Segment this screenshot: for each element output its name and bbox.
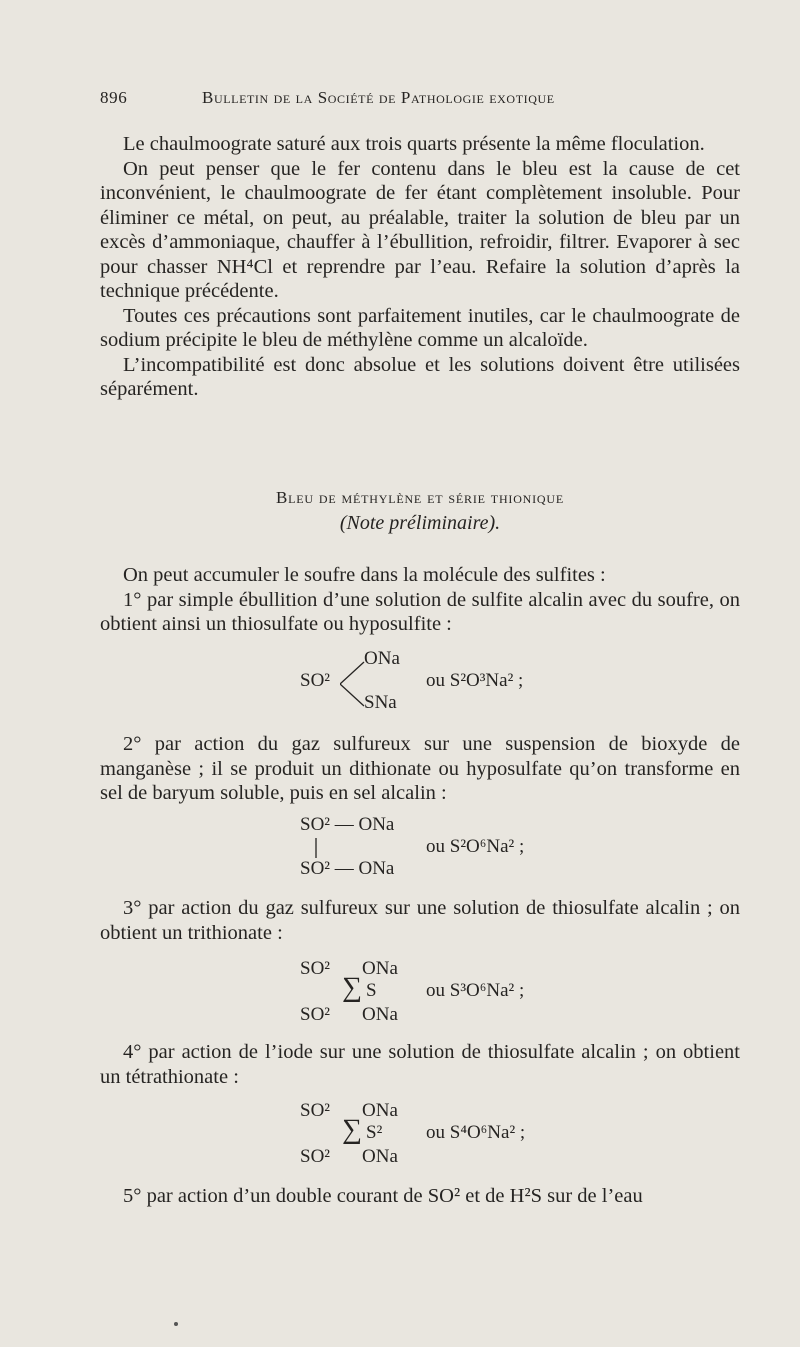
- formula-group: SO² — ONa: [300, 814, 395, 835]
- formula-group: SO²: [300, 670, 330, 691]
- section-subtitle: (Note préliminaire).: [339, 512, 501, 534]
- print-dot-mark: [174, 1322, 178, 1326]
- formula-tetrathionate: [300, 1100, 600, 1170]
- running-title: Bulletin de la Société de Pathologie exotique: [202, 88, 555, 107]
- formula-dithionate: [300, 814, 600, 880]
- paragraph: On peut accumuler le soufre dans la molécule des sulfites :: [123, 564, 606, 586]
- formula-group: SNa: [364, 692, 397, 713]
- formula-trithionate: [300, 958, 600, 1028]
- paragraph: 2° par action du gaz sulfureux sur une suspension de bioxyde de manganèse ; il se produit un dithionate ou hyposulfate qu’on transforme en sel de baryum soluble, puis en sel alcalin :: [100, 733, 740, 804]
- section-title: Bleu de méthylène et série thionique: [275, 488, 564, 507]
- intro-block: [100, 563, 740, 637]
- formula-alt: ou S⁴O⁶Na² ;: [426, 1122, 526, 1143]
- running-header: [100, 88, 740, 114]
- paragraph: 5° par action d’un double courant de SO² et de H²S sur de l’eau: [123, 1185, 643, 1207]
- page-number: 896: [100, 88, 128, 107]
- formula-thiosulfate: [300, 646, 600, 716]
- formula-group: SO² — ONa: [300, 858, 395, 879]
- sigma-bridge-icon: ∑: [342, 972, 362, 1003]
- sigma-bridge-icon: ∑: [342, 1114, 362, 1145]
- formula-alt: ou S²O⁶Na² ;: [426, 836, 525, 857]
- item4-block: [100, 1040, 740, 1089]
- paragraph: 3° par action du gaz sulfureux sur une solution de thiosulfate alcalin ; on obtient un trithionate :: [100, 897, 740, 944]
- paragraph: 1° par simple ébullition d’une solution de sulfite alcalin avec du soufre, on obtient ainsi un thiosulfate ou hyposulfite :: [100, 588, 740, 635]
- bond-lines: [340, 660, 366, 708]
- paragraph: Toutes ces précautions sont parfaitement inutiles, car le chaulmoograte de sodium précipite le bleu de méthylène comme un alcaloïde.: [100, 304, 740, 351]
- formula-group: SO²: [300, 1146, 330, 1167]
- formula-alt: ou S²O³Na² ;: [426, 670, 524, 691]
- item5-block: [100, 1184, 740, 1209]
- formula-group: ONa: [362, 1004, 398, 1025]
- formula-group: ONa: [362, 1146, 398, 1167]
- formula-group: ONa: [364, 648, 400, 669]
- formula-alt: ou S³O⁶Na² ;: [426, 980, 525, 1001]
- formula-group: S²: [366, 1122, 383, 1143]
- item3-block: [100, 896, 740, 945]
- bond-line: [314, 838, 318, 860]
- paragraph: On peut penser que le fer contenu dans le bleu est la cause de cet inconvénient, le chaulmoograte de fer étant complètement insoluble. Pour éliminer ce métal, on peut, au préalable, traiter la solution de bleu par un excès d’ammoniaque, chauffer à l’ébullition, refroidir, filtrer. Evaporer à sec pour chasser NH⁴Cl et reprendre par l’eau. Refaire la solution d’après la technique précédente.: [100, 157, 740, 302]
- formula-group: ONa: [362, 1100, 398, 1121]
- paragraph: 4° par action de l’iode sur une solution de thiosulfate alcalin ; on obtient un tétrathionate :: [100, 1041, 740, 1088]
- formula-group: SO²: [300, 958, 330, 979]
- formula-group: SO²: [300, 1100, 330, 1121]
- item2-block: [100, 732, 740, 806]
- paragraph: Le chaulmoograte saturé aux trois quarts présente la même floculation.: [123, 133, 705, 155]
- top-paragraphs: [100, 132, 740, 402]
- section-heading: [100, 488, 740, 535]
- paragraph: L’incompatibilité est donc absolue et les solutions doivent être utilisées séparément.: [100, 353, 740, 400]
- formula-group: SO²: [300, 1004, 330, 1025]
- formula-group: ONa: [362, 958, 398, 979]
- formula-group: S: [366, 980, 377, 1001]
